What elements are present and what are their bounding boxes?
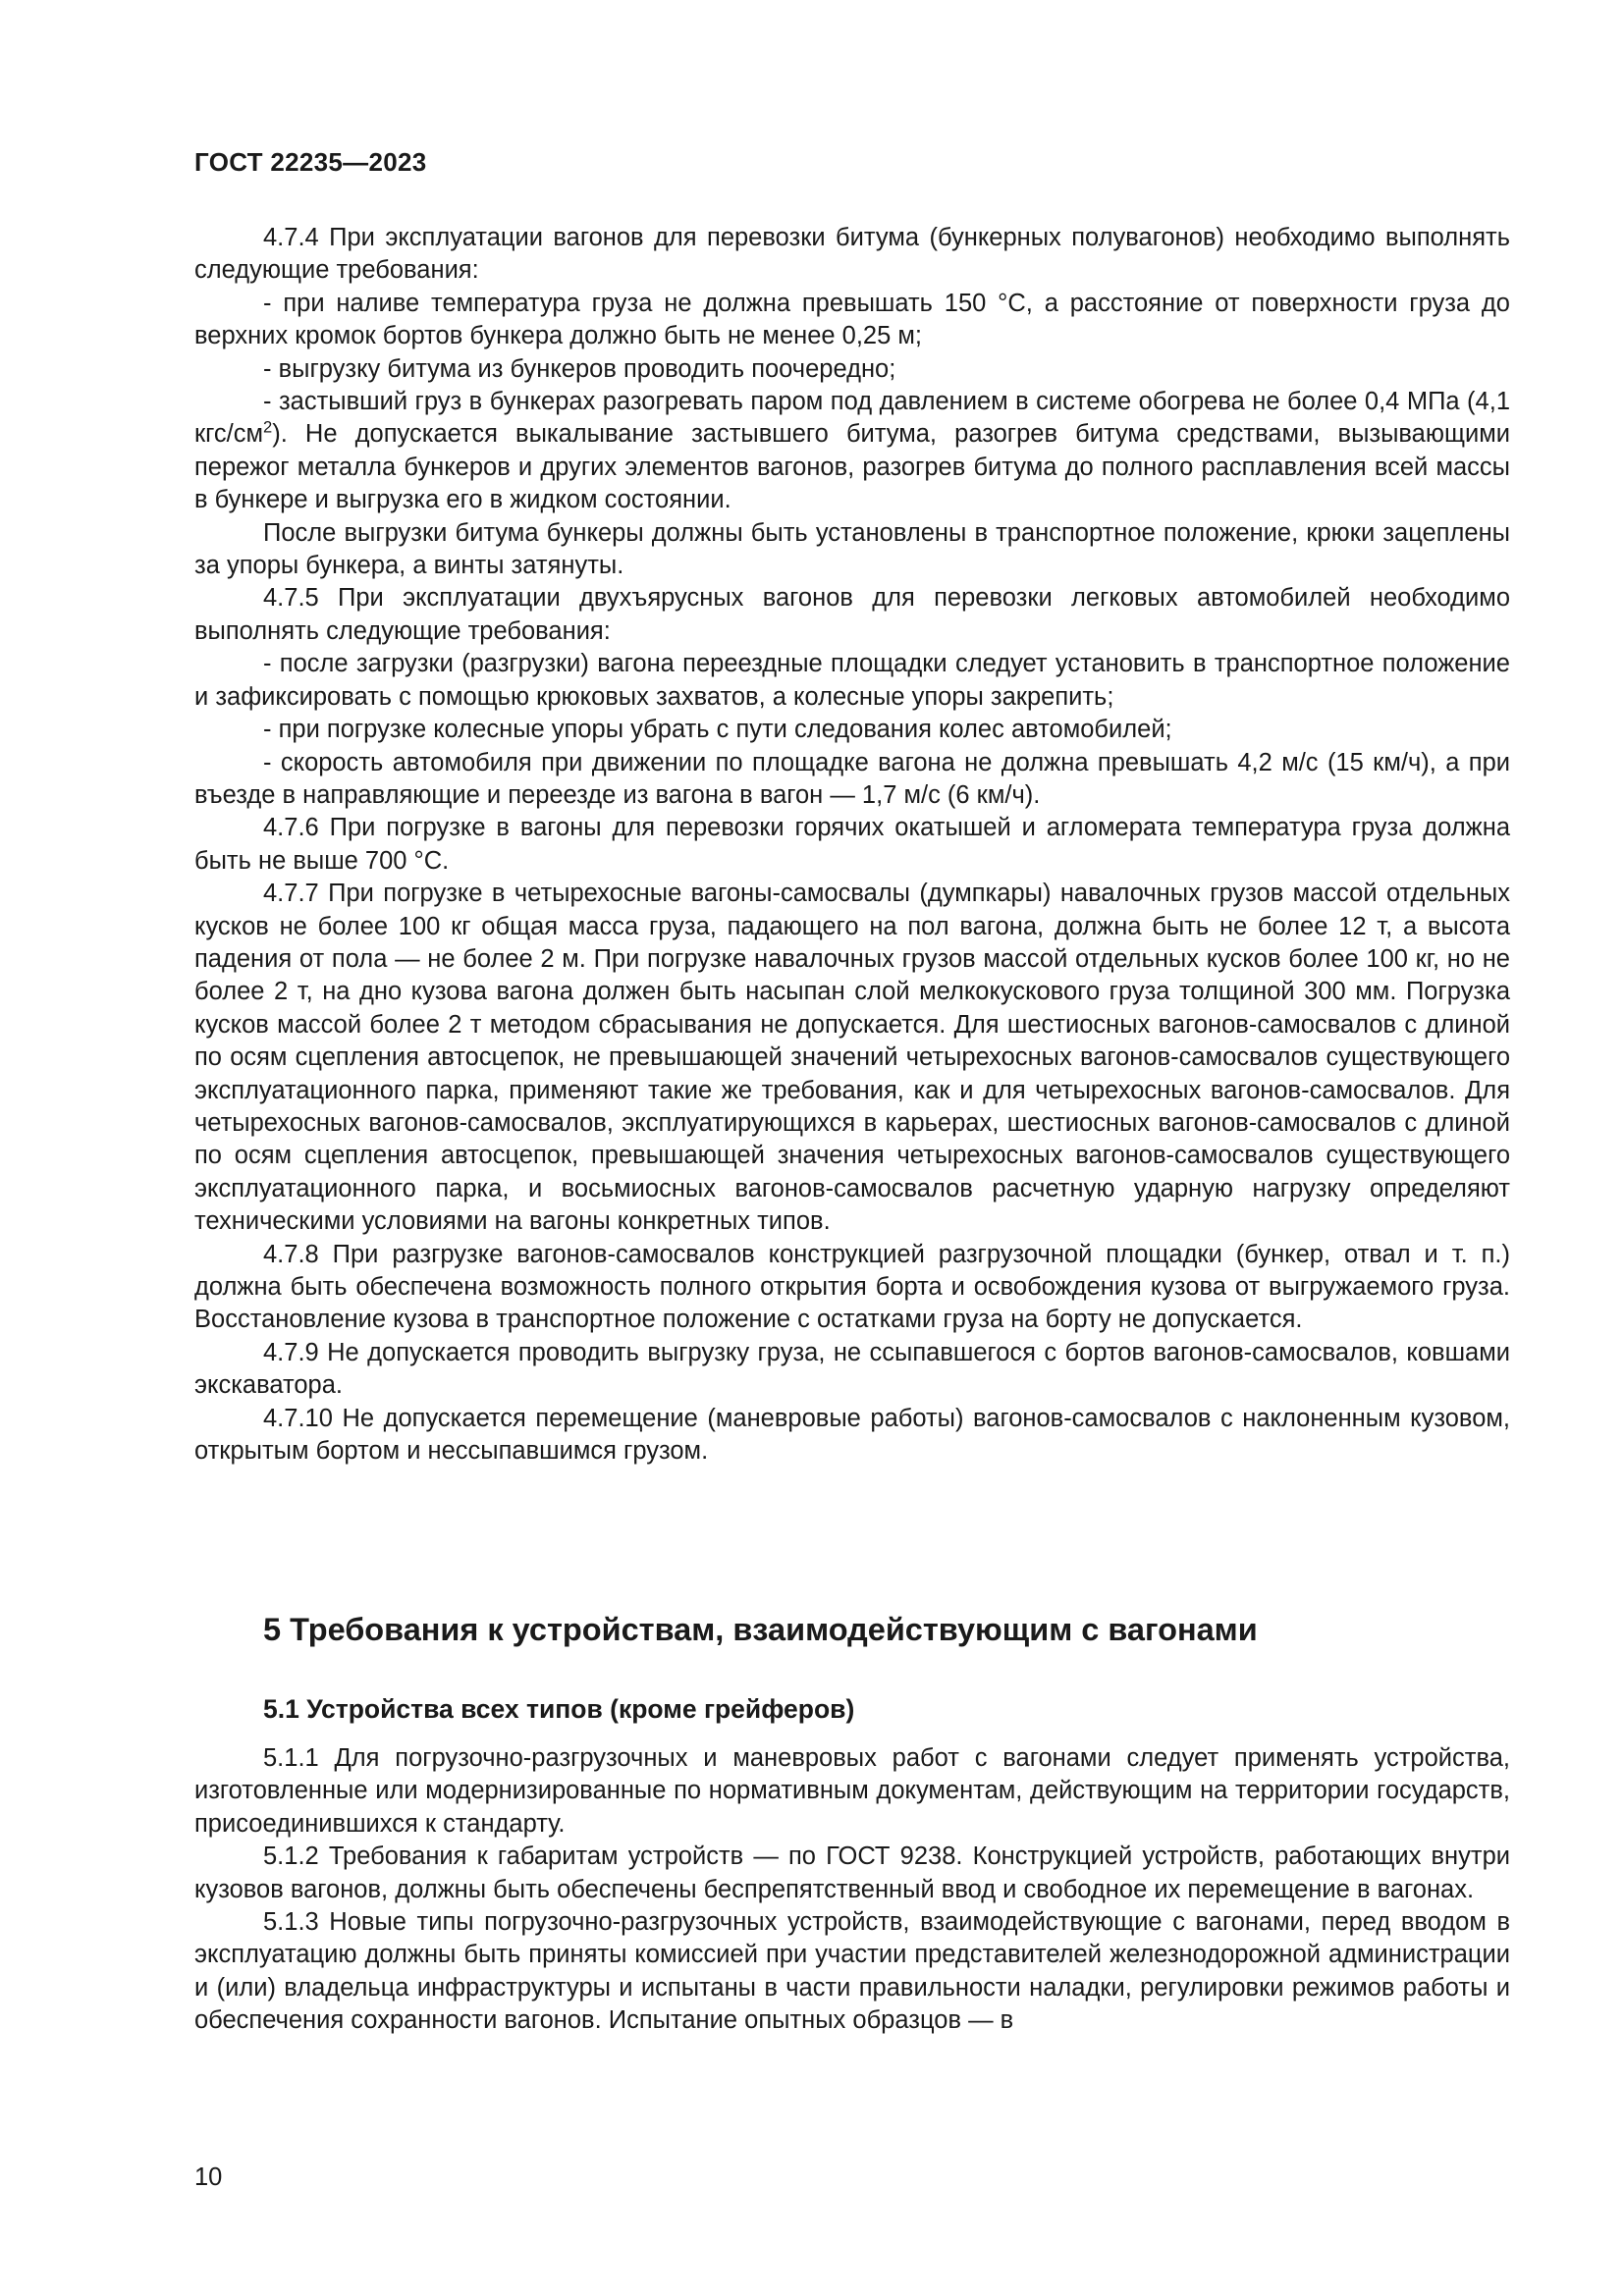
section-5-1-body	[194, 1742, 1510, 2038]
paragraph: - выгрузку битума из бункеров проводить поочередно;	[263, 354, 896, 383]
paragraph: - после загрузки (разгрузки) вагона переездные площадки следует установить в транспортное положение и зафиксировать с помощью крюковых захватов, а колесные упоры закрепить;	[194, 650, 1510, 711]
paragraph: 4.7.7 При погрузке в четырехосные вагоны-самосвалы (думпкары) навалочных грузов массой отдельных кусков не более 100 кг общая масса груза, падающего на пол вагона, должна быть не более 12 т, а высота падения от пола — не более 2 м. При погрузке навалочных грузов массой отдельных кусков более 100 кг, но не более 2 т, на дно кузова вагона должен быть насыпан слой мелкокускового груза толщиной 300 мм. Погрузка кусков массой более 2 т методом сбрасывания не допускается. Для шестиосных вагонов-самосвалов с длиной по осям сцепления автосцепок, не превышающей значений четырехосных вагонов-самосвалов существующего эксплуатационного парка, применяют такие же требования, как и для четырехосных вагонов-самосвалов. Для четырехосных вагонов-самосвалов, эксплуатирующихся в карьерах, шестиосных вагонов-самосвалов с длиной по осям сцепления автосцепок, превышающей значения четырехосных вагонов-самосвалов существующего эксплуатационного парка, и восьмиосных вагонов-самосвалов расчетную ударную нагрузку определяют техническими условиями на вагоны конкретных типов.	[194, 880, 1510, 1236]
section-4-7-body	[194, 222, 1510, 1468]
superscript: 2	[263, 417, 273, 437]
paragraph: 5.1.1 Для погрузочно-разгрузочных и маневровых работ с вагонами следует применять устройства, изготовленные или модернизированные по нормативным документам, действующим на территории государств, присоединившихся к стандарту.	[194, 1744, 1510, 1838]
paragraph	[194, 386, 1510, 517]
document-header: ГОСТ 22235—2023	[194, 147, 427, 177]
page-number: 10	[194, 2163, 223, 2191]
paragraph: 4.7.6 При погрузке в вагоны для перевозки горячих окатышей и агломерата температура груза должна быть не выше 700 °С.	[194, 814, 1510, 875]
paragraph: - при погрузке колесные упоры убрать с пути следования колес автомобилей;	[263, 716, 1172, 744]
paragraph-part: - застывший груз в бункерах разогревать паром под давлением в системе обогрева не более 0,4 МПа (4,1 кгс/см	[194, 388, 1510, 449]
paragraph: - скорость автомобиля при движении по площадке вагона не должна превышать 4,2 м/с (15 км/ч), а при въезде в направляющие и переезде из вагона в вагон — 1,7 м/с (6 км/ч).	[194, 748, 1510, 809]
paragraph: 4.7.8 При разгрузке вагонов-самосвалов конструкцией разгрузочной площадки (бункер, отвал и т. п.) должна быть обеспечена возможность полного открытия борта и освобождения кузова от выгружаемого груза. Восстановление кузова в транспортное положение с остатками груза на борту не допускается.	[194, 1240, 1510, 1334]
subsection-heading: 5.1 Устройства всех типов (кроме грейферов)	[263, 1694, 855, 1724]
paragraph: 5.1.2 Требования к габаритам устройств — по ГОСТ 9238. Конструкцией устройств, работающих внутри кузовов вагонов, должны быть обеспечены беспрепятственный ввод и свободное их перемещение в вагонах.	[194, 1842, 1510, 1903]
paragraph: 5.1.3 Новые типы погрузочно-разгрузочных устройств, взаимодействующие с вагонами, перед вводом в эксплуатацию должны быть приняты комиссией при участии представителей железнодорожной администрации и (или) владельца инфраструктуры и испытаны в части правильности наладки, регулировки режимов работы и обеспечения сохранности вагонов. Испытание опытных образцов — в	[194, 1908, 1510, 2035]
paragraph: После выгрузки битума бункеры должны быть установлены в транспортное положение, крюки зацеплены за упоры бункера, а винты затянуты.	[194, 518, 1510, 580]
paragraph-part: ). Не допускается выкалывание застывшего битума, разогрев битума средствами, вызывающими пережог металла бункеров и других элементов вагонов, разогрев битума до полного расплавления всей массы в бункере и выгрузка его в жидком состоянии.	[194, 420, 1510, 514]
paragraph: 4.7.4 При эксплуатации вагонов для перевозки битума (бункерных полувагонов) необходимо выполнять следующие требования:	[194, 224, 1510, 285]
paragraph: - при наливе температура груза не должна превышать 150 °С, а расстояние от поверхности груза до верхних кромок бортов бункера должно быть не менее 0,25 м;	[194, 289, 1510, 350]
paragraph: 4.7.5 При эксплуатации двухъярусных вагонов для перевозки легковых автомобилей необходимо выполнять следующие требования:	[194, 584, 1510, 645]
paragraph: 4.7.10 Не допускается перемещение (маневровые работы) вагонов-самосвалов с наклоненным кузовом, открытым бортом и нессыпавшимся грузом.	[194, 1404, 1510, 1466]
paragraph: 4.7.9 Не допускается проводить выгрузку груза, не ссыпавшегося с бортов вагонов-самосвалов, ковшами экскаватора.	[194, 1338, 1510, 1400]
section-heading: 5 Требования к устройствам, взаимодействующим с вагонами	[263, 1612, 1258, 1647]
